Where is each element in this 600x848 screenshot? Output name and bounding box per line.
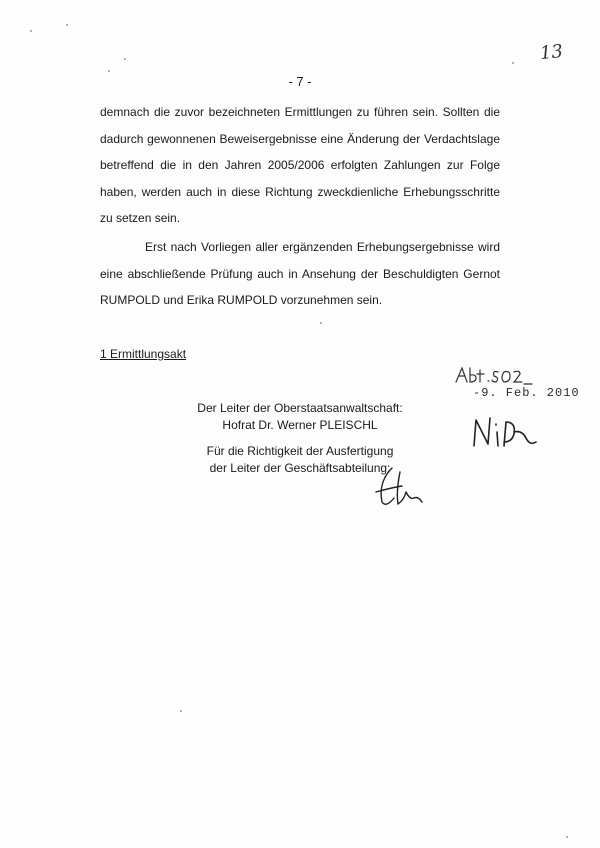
- received-date-stamp: -9. Feb. 2010: [473, 386, 580, 400]
- page-number: - 7 -: [288, 74, 312, 89]
- handwritten-signature: [372, 462, 432, 512]
- certification-line: Für die Richtigkeit der Ausfertigung: [206, 444, 394, 458]
- scan-speck: [512, 62, 514, 64]
- signature-title: Der Leiter der Oberstaatsanwaltschaft:: [197, 401, 403, 415]
- signatory-name: Hofrat Dr. Werner PLEISCHL: [222, 418, 378, 432]
- folio-number: 13: [538, 40, 564, 65]
- certification-office: der Leiter der Geschäftsabteilung:: [209, 461, 391, 475]
- scan-speck: [180, 710, 182, 712]
- scan-speck: [30, 30, 32, 32]
- handwritten-initials-right: [470, 412, 540, 452]
- scan-speck: [66, 24, 68, 26]
- scan-speck: [566, 836, 568, 838]
- enclosure-note: 1 Ermittlungsakt: [100, 347, 187, 361]
- scan-speck: [320, 322, 322, 324]
- paragraph-1: demnach die zuvor bezeichneten Ermittlungen zu führen sein. Sollten die dadurch gewonnenen Beweisergebnisse eine Änderung der Verdachtslage betreffend die in den Jahren 2005/2006 erfolgten Zahlungen zur Folge haben, werden auch in diese Richtung zweckdienliche Erhebungsschritte zu setzen sein.: [100, 105, 500, 225]
- scan-speck: [108, 70, 110, 72]
- paragraph-2: Erst nach Vorliegen aller ergänzenden Erhebungsergebnisse wird eine abschließende Prüfung auch in Ansehung der Beschuldigten Gernot RUMPOLD und Erika RUMPOLD vorzunehmen sein.: [100, 240, 500, 307]
- scan-speck: [124, 58, 126, 60]
